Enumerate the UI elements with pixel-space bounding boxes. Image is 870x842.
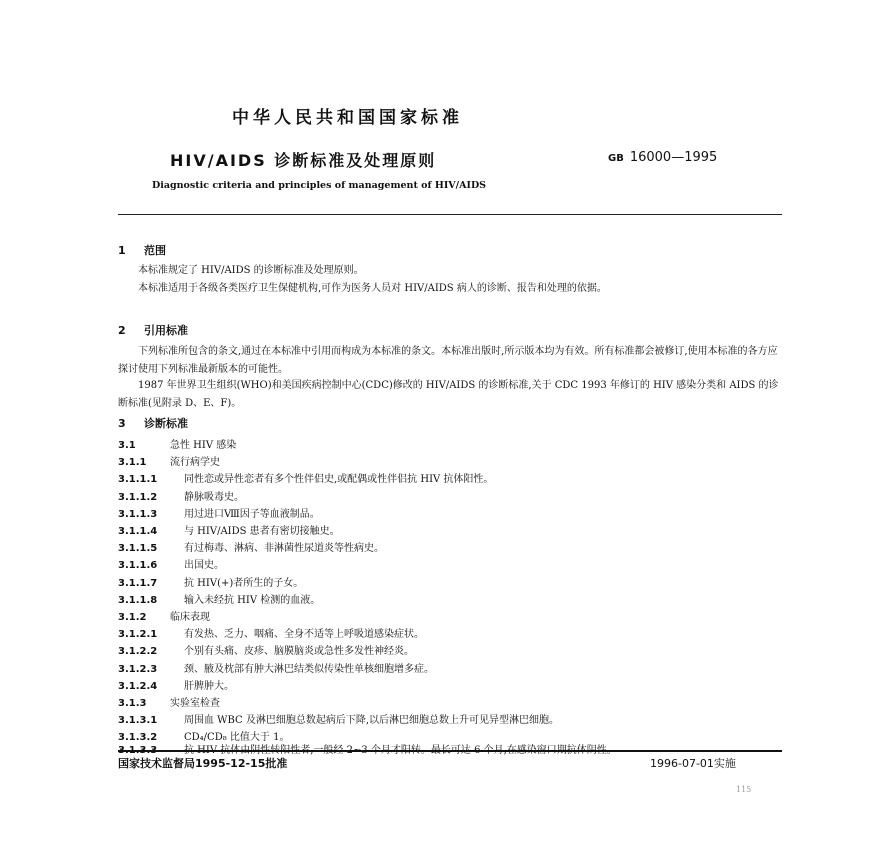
item-number: 3.1.3.1: [118, 715, 158, 727]
list-item: [118, 556, 224, 571]
item-number: 3.1.2.3: [118, 663, 158, 675]
list-item: [118, 728, 289, 743]
section-2-paragraph-2: 1987 年世界卫生组织(WHO)和美国疾病控制中心(CDC)修改的 HIV/AIDS 的诊断标准,关于 CDC 1993 年修订的 HIV 感染分类和 AIDS 的诊断标准(见附录 D、E、F)。: [118, 380, 779, 409]
section-title: 范围: [144, 244, 166, 257]
item-text: 静脉吸毒史。: [184, 491, 244, 503]
item-text: 实验室检查: [170, 698, 220, 709]
item-text: 急性 HIV 感染: [170, 440, 237, 451]
list-item: [118, 522, 340, 537]
item-number: 3.1.1.5: [118, 543, 158, 555]
item-text: 个别有头痛、皮疹、脑膜脑炎或急性多发性神经炎。: [184, 646, 414, 658]
item-text: 抗 HIV(+)者所生的子女。: [184, 577, 304, 589]
item-number: 3.1.1.2: [118, 491, 158, 503]
list-item: [118, 743, 782, 758]
standard-code: [608, 150, 717, 165]
list-item: [118, 470, 493, 485]
approval-line: 国家技术监督局1995-12-15批准: [118, 757, 288, 770]
item-text: 流行病学史: [170, 457, 220, 469]
item-number: 3.1.1.4: [118, 526, 158, 537]
code-prefix: GB: [608, 153, 624, 164]
list-item: [118, 677, 234, 692]
item-text: 颈、腋及枕部有肿大淋巴结类似传染性单核细胞增多症。: [184, 663, 434, 675]
item-number: 3.1.2.1: [118, 629, 158, 641]
item-text: 周围血 WBC 及淋巴细胞总数起病后下降,以后淋巴细胞总数上升可见异型淋巴细胞。: [184, 715, 559, 727]
section-3-heading: [118, 415, 188, 431]
item-text: 输入未经抗 HIV 检测的血液。: [184, 594, 321, 606]
list-item: [118, 694, 220, 709]
section-number: 3: [118, 417, 126, 430]
item-text: 肝脾肿大。: [184, 680, 234, 692]
item-text: CD₄/CD₈ 比值大于 1。: [184, 732, 290, 744]
list-item: [118, 505, 320, 520]
list-item: [118, 539, 384, 554]
item-text: 出国史。: [184, 560, 224, 572]
item-text: 抗 HIV 抗体由阴性转阳性者,一般经 2~3 个月才阳转。最长可达 6 个月,在感染窗口期抗体阴性。: [184, 744, 617, 756]
item-number: 3.1.1.8: [118, 594, 158, 606]
section-2-heading: [118, 322, 188, 338]
item-text: 用过进口Ⅷ因子等血液制品。: [184, 508, 320, 520]
document-title: HIV/AIDS 诊断标准及处理原则: [170, 151, 437, 170]
item-number: 3.1.3.3: [118, 744, 158, 756]
section-number: 1: [118, 244, 126, 257]
item-number: 3.1.1.3: [118, 508, 158, 520]
item-number: 3.1.3: [118, 698, 147, 709]
list-item: [118, 625, 424, 640]
section-1-heading: [118, 242, 166, 258]
list-item: [118, 660, 434, 675]
implementation-date: 1996-07-01实施: [650, 757, 736, 770]
list-item: [118, 574, 303, 589]
list-item: [118, 436, 236, 451]
list-item: [118, 488, 244, 503]
item-number: 3.1.1.6: [118, 560, 158, 572]
list-item: [118, 642, 414, 657]
item-text: 有过梅毒、淋病、非淋菌性尿道炎等性病史。: [184, 543, 384, 555]
list-item: [118, 608, 210, 623]
item-number: 3.1.1.7: [118, 577, 158, 589]
english-subtitle: Diagnostic criteria and principles of management of HIV/AIDS: [152, 180, 487, 191]
item-number: 3.1.2: [118, 612, 147, 623]
item-text: 与 HIV/AIDS 患者有密切接触史。: [184, 526, 340, 537]
section-2-paragraph-1: 下列标准所包含的条文,通过在本标准中引用而构成为本标准的条文。本标准出版时,所示版本均为有效。所有标准都会被修订,使用本标准的各方应探讨使用下列标准最新版本的可能性。: [118, 346, 778, 375]
item-text: 临床表现: [170, 612, 210, 623]
item-number: 3.1.2.2: [118, 646, 158, 658]
list-item: [118, 453, 220, 468]
item-number: 3.1.3.2: [118, 732, 158, 744]
item-number: 3.1.2.4: [118, 680, 158, 692]
national-standard-heading: 中华人民共和国国家标准: [232, 108, 463, 128]
header-rule: [118, 214, 782, 215]
item-number: 3.1: [118, 440, 136, 451]
item-text: 同性恋或异性恋者有多个性伴侣史,或配偶或性伴侣抗 HIV 抗体阳性。: [184, 474, 494, 486]
code-number: 16000—1995: [629, 150, 718, 165]
section-number: 2: [118, 324, 126, 337]
item-number: 3.1.1: [118, 457, 147, 469]
page-number: 115: [736, 785, 752, 794]
item-number: 3.1.1.1: [118, 474, 158, 486]
item-text: 有发热、乏力、咽痛、全身不适等上呼吸道感染症状。: [184, 629, 424, 641]
section-title: 诊断标准: [144, 417, 188, 430]
list-item: [118, 711, 559, 726]
list-item: [118, 591, 320, 606]
section-title: 引用标准: [144, 324, 188, 337]
section-1-paragraph-2: 本标准适用于各级各类医疗卫生保健机构,可作为医务人员对 HIV/AIDS 病人的诊断、报告和处理的依据。: [138, 283, 607, 294]
section-1-paragraph-1: 本标准规定了 HIV/AIDS 的诊断标准及处理原则。: [138, 265, 364, 276]
